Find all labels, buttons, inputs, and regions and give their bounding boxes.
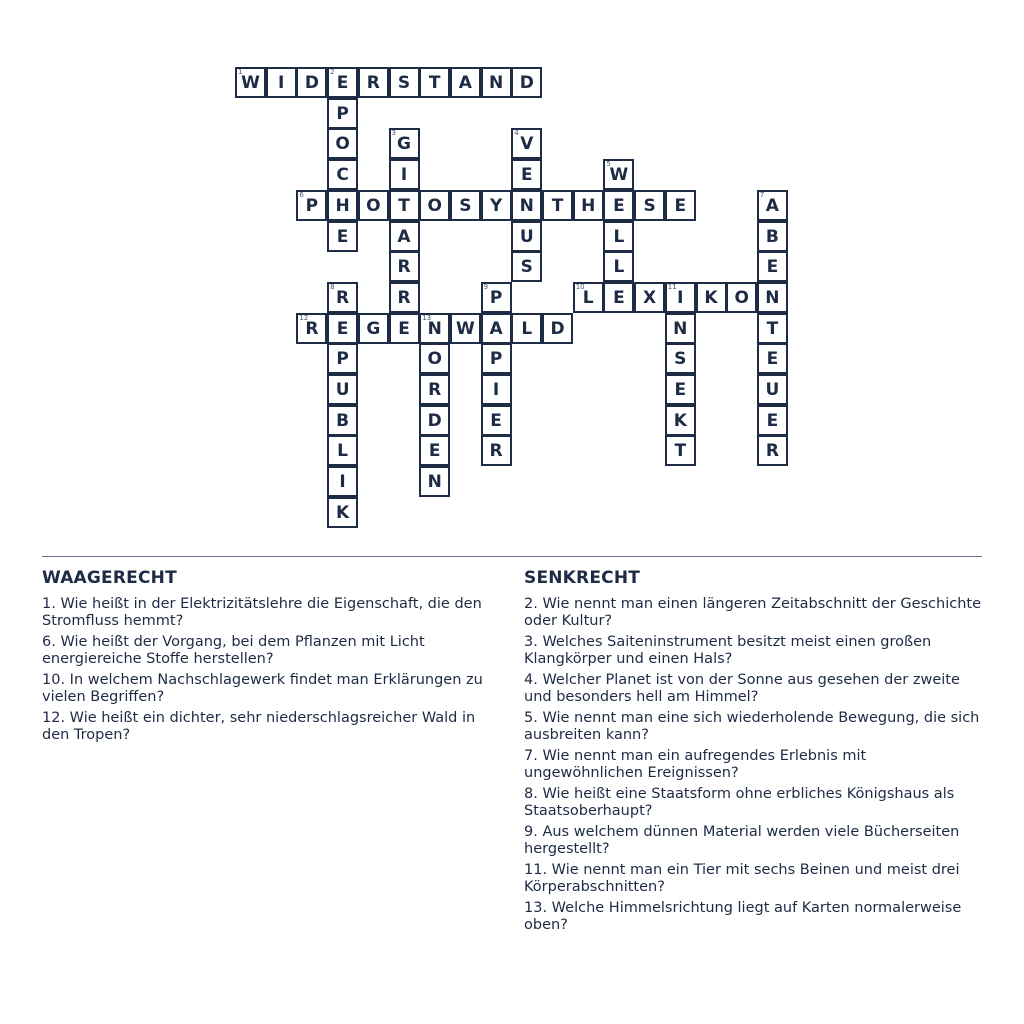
cell-letter: D [427, 410, 442, 431]
cell-letter: X [643, 287, 657, 308]
down-clues-column [524, 568, 984, 938]
grid-cell[interactable] [603, 159, 634, 190]
grid-cell[interactable] [419, 435, 450, 466]
cell-letter: E [520, 165, 533, 186]
cell-letter: T [551, 195, 564, 216]
cell-letter: E [490, 410, 502, 431]
cell-letter: N [765, 287, 780, 308]
grid-cell[interactable] [389, 313, 420, 344]
cell-letter: D [304, 73, 319, 93]
cell-letter: T [398, 195, 410, 216]
grid-cell[interactable] [327, 221, 358, 252]
cell-letter: P [336, 103, 349, 124]
cell-letter: R [366, 73, 380, 93]
cell-letter: W [609, 165, 629, 186]
cell-letter: V [520, 134, 534, 155]
cell-letter: R [397, 287, 411, 308]
grid-cell[interactable] [327, 128, 358, 159]
cell-letter: U [335, 380, 350, 400]
clue-across: 12. Wie heißt ein dichter, sehr niederschlagsreicher Wald in den Tropen? [42, 710, 476, 743]
grid-cell[interactable] [511, 190, 542, 221]
cell-letter: R [336, 287, 350, 308]
clue-number: 12 [299, 313, 309, 322]
grid-cell[interactable] [389, 159, 420, 190]
clue-number: 11 [667, 282, 677, 291]
grid-cell[interactable] [481, 313, 512, 344]
clue-across: 1. Wie heißt in der Elektrizitätslehre die Eigenschaft, die den Stromfluss hemmt? [42, 596, 482, 629]
grid-cell[interactable] [358, 190, 389, 221]
grid-cell[interactable] [327, 466, 358, 497]
cell-letter: E [398, 318, 410, 339]
grid-cell[interactable] [757, 190, 788, 221]
cell-letter: O [335, 134, 350, 155]
cell-letter: S [520, 257, 533, 278]
cell-letter: A [458, 73, 472, 93]
grid-cell[interactable] [542, 313, 573, 344]
clue-down: 7. Wie nennt man ein aufregendes Erlebnis mit ungewöhnlichen Ereignissen? [524, 748, 867, 781]
clue-down: 8. Wie heißt eine Staatsform ohne erbliches Königshaus als Staatsoberhaupt? [524, 786, 955, 819]
cell-letter: T [766, 318, 779, 339]
grid-cell[interactable] [358, 313, 389, 344]
clue-down: 11. Wie nennt man ein Tier mit sechs Beinen und meist drei Körperabschnitten? [524, 862, 960, 895]
cell-letter: O [427, 349, 442, 370]
grid-cell[interactable] [511, 128, 542, 159]
clue-number: 10 [575, 282, 585, 291]
grid-cell[interactable] [665, 343, 696, 374]
cell-letter: H [581, 195, 596, 216]
cell-letter: E [428, 441, 441, 462]
grid-cell[interactable] [757, 251, 788, 282]
grid-cell[interactable] [542, 190, 573, 221]
clue-number: 1 [238, 68, 243, 76]
grid-cell[interactable] [481, 343, 512, 374]
cell-letter: R [489, 441, 503, 462]
cell-letter: T [674, 441, 687, 462]
grid-cell[interactable] [634, 282, 665, 313]
grid-cell[interactable] [665, 435, 696, 466]
grid-cell[interactable] [511, 313, 542, 344]
grid-cell[interactable] [603, 251, 634, 282]
cell-letter: R [765, 441, 779, 462]
grid-cell[interactable] [481, 435, 512, 466]
cell-letter: I [492, 380, 500, 400]
grid-cell[interactable] [757, 282, 788, 313]
cell-letter: S [643, 195, 656, 216]
cell-letter: S [674, 349, 687, 370]
cell-letter: I [339, 472, 346, 493]
grid-cell[interactable] [511, 251, 542, 282]
cell-letter: D [550, 318, 565, 339]
cell-letter: B [336, 410, 350, 431]
grid-cell[interactable] [603, 282, 634, 313]
cell-letter: G [366, 318, 381, 339]
grid-cell[interactable] [634, 190, 665, 221]
cell-letter: N [427, 318, 442, 339]
cell-letter: C [336, 165, 349, 186]
grid-cell[interactable] [235, 67, 266, 98]
cell-letter: A [397, 226, 411, 247]
grid-cell[interactable] [327, 343, 358, 374]
grid-cell[interactable] [757, 343, 788, 374]
grid-cell[interactable] [358, 67, 389, 98]
clue-number: 5 [606, 160, 611, 169]
cell-letter: R [397, 257, 411, 278]
grid-cell[interactable] [327, 67, 358, 98]
down-heading: SENKRECHT [524, 568, 641, 588]
cell-letter: L [613, 257, 625, 278]
clue-down: 5. Wie nennt man eine sich wiederholende Bewegung, die sich ausbreiten kann? [524, 710, 980, 743]
cell-letter: R [428, 380, 442, 400]
clue-down: 4. Welcher Planet ist von der Sonne aus gesehen der zweite und besonders hell am Himmel? [524, 672, 960, 705]
cell-letter: U [519, 226, 534, 247]
grid-cell[interactable] [757, 221, 788, 252]
grid-cell[interactable] [665, 190, 696, 221]
clue-down: 9. Aus welchem dünnen Material werden viele Bücherseiten hergestellt? [524, 824, 960, 857]
grid-cell[interactable] [757, 405, 788, 436]
grid-cell[interactable] [665, 374, 696, 405]
grid-cell[interactable] [665, 405, 696, 436]
grid-cell[interactable] [481, 190, 512, 221]
cell-letter: I [400, 165, 408, 186]
cell-letter: E [766, 257, 779, 278]
grid-cell[interactable] [389, 221, 420, 252]
grid-cell[interactable] [511, 159, 542, 190]
clue-down: 13. Welche Himmelsrichtung liegt auf Karten normalerweise oben? [524, 900, 962, 933]
grid-cell[interactable] [419, 405, 450, 436]
clue-number: 13 [422, 313, 432, 322]
grid-cell[interactable] [696, 282, 727, 313]
grid-cell[interactable] [419, 374, 450, 405]
cell-letter: K [336, 502, 350, 523]
cell-letter: E [336, 226, 349, 247]
grid-cell[interactable] [327, 282, 358, 313]
clue-number: 4 [514, 129, 519, 138]
grid-cell[interactable] [296, 313, 327, 344]
grid-cell[interactable] [450, 313, 481, 344]
cell-letter: O [427, 195, 442, 216]
cell-letter: N [673, 318, 688, 339]
grid-cell[interactable] [389, 67, 420, 98]
clue-across: 10. In welchem Nachschlagewerk findet man Erklärungen zu vielen Begriffen? [42, 672, 483, 705]
grid-cell[interactable] [327, 190, 358, 221]
grid-cell[interactable] [511, 67, 542, 98]
grid-cell[interactable] [327, 159, 358, 190]
clue-number: 2 [330, 68, 335, 76]
grid-cell[interactable] [450, 190, 481, 221]
clue-down: 2. Wie nennt man einen längeren Zeitabschnitt der Geschichte oder Kultur? [524, 596, 982, 629]
cell-letter: I [677, 287, 684, 308]
clue-across: 6. Wie heißt der Vorgang, bei dem Pflanzen mit Licht energiereiche Stoffe herstellen? [42, 634, 425, 667]
grid-cell[interactable] [603, 221, 634, 252]
cell-letter: E [613, 195, 625, 216]
cell-letter: P [489, 287, 503, 308]
cell-letter: G [397, 134, 411, 155]
grid-cell[interactable] [573, 282, 604, 313]
grid-cell[interactable] [327, 313, 358, 344]
cell-letter: I [278, 73, 285, 93]
clue-number: 9 [483, 282, 489, 291]
clue-number: 7 [759, 190, 765, 199]
clue-number: 8 [330, 282, 335, 291]
grid-cell[interactable] [327, 435, 358, 466]
clue-down: 3. Welches Saiteninstrument besitzt meist einen großen Klangkörper und einen Hals? [524, 634, 932, 667]
cell-letter: L [337, 441, 349, 462]
grid-cell[interactable] [757, 374, 788, 405]
cell-letter: P [489, 349, 503, 370]
cell-letter: K [704, 287, 718, 308]
cell-letter: W [456, 318, 475, 339]
cell-letter: O [734, 287, 749, 308]
cell-letter: O [366, 195, 381, 216]
cell-letter: H [335, 195, 350, 216]
across-clues-column [42, 568, 502, 748]
cell-letter: L [521, 318, 533, 339]
grid-cell[interactable] [573, 190, 604, 221]
clue-number: 3 [391, 129, 396, 138]
section-divider [42, 556, 982, 557]
cell-letter: E [336, 318, 349, 339]
cell-letter: T [428, 73, 441, 93]
grid-cell[interactable] [389, 282, 420, 313]
grid-cell[interactable] [419, 313, 450, 344]
cell-letter: P [336, 349, 349, 370]
grid-cell[interactable] [757, 435, 788, 466]
cell-letter: S [459, 195, 472, 216]
grid-cell[interactable] [757, 313, 788, 344]
cell-letter: K [673, 410, 687, 431]
across-heading: WAAGERECHT [42, 568, 177, 588]
cell-letter: R [305, 318, 319, 339]
grid-cell[interactable] [419, 466, 450, 497]
cell-letter: P [305, 195, 319, 216]
grid-cell[interactable] [665, 313, 696, 344]
cell-letter: L [582, 287, 594, 308]
cell-letter: E [613, 287, 625, 308]
grid-cell[interactable] [511, 221, 542, 252]
grid-cell[interactable] [481, 374, 512, 405]
cell-letter: L [613, 226, 625, 247]
clue-number: 6 [299, 190, 304, 199]
cell-letter: B [765, 226, 779, 247]
grid-cell[interactable] [389, 128, 420, 159]
cell-letter: Y [489, 195, 503, 216]
grid-cell[interactable] [665, 282, 696, 313]
cell-letter: E [766, 349, 779, 370]
cell-letter: S [397, 73, 411, 93]
cell-letter: E [674, 380, 687, 400]
grid-cell[interactable] [327, 497, 358, 528]
grid-cell[interactable] [327, 374, 358, 405]
grid-cell[interactable] [603, 190, 634, 221]
cell-letter: N [519, 195, 534, 216]
grid-cell[interactable] [481, 67, 512, 98]
grid-cell[interactable] [450, 67, 481, 98]
grid-cell[interactable] [481, 405, 512, 436]
grid-cell[interactable] [419, 343, 450, 374]
grid-cell[interactable] [296, 67, 327, 98]
cell-letter: A [765, 195, 779, 216]
grid-cell[interactable] [389, 190, 420, 221]
grid-cell[interactable] [327, 98, 358, 129]
cell-letter: W [241, 73, 260, 93]
grid-cell[interactable] [296, 190, 327, 221]
cell-letter: D [519, 73, 534, 93]
cell-letter: A [489, 318, 503, 339]
grid-cell[interactable] [726, 282, 757, 313]
cell-letter: E [674, 195, 687, 216]
cell-letter: N [488, 73, 504, 93]
grid-cell[interactable] [419, 67, 450, 98]
cell-letter: N [427, 472, 442, 493]
grid-cell[interactable] [389, 251, 420, 282]
cell-letter: E [336, 73, 349, 93]
grid-cell[interactable] [327, 405, 358, 436]
grid-cell[interactable] [481, 282, 512, 313]
grid-cell[interactable] [419, 190, 450, 221]
cell-letter: E [766, 410, 779, 431]
cell-letter: U [765, 380, 780, 400]
grid-cell[interactable] [266, 67, 297, 98]
